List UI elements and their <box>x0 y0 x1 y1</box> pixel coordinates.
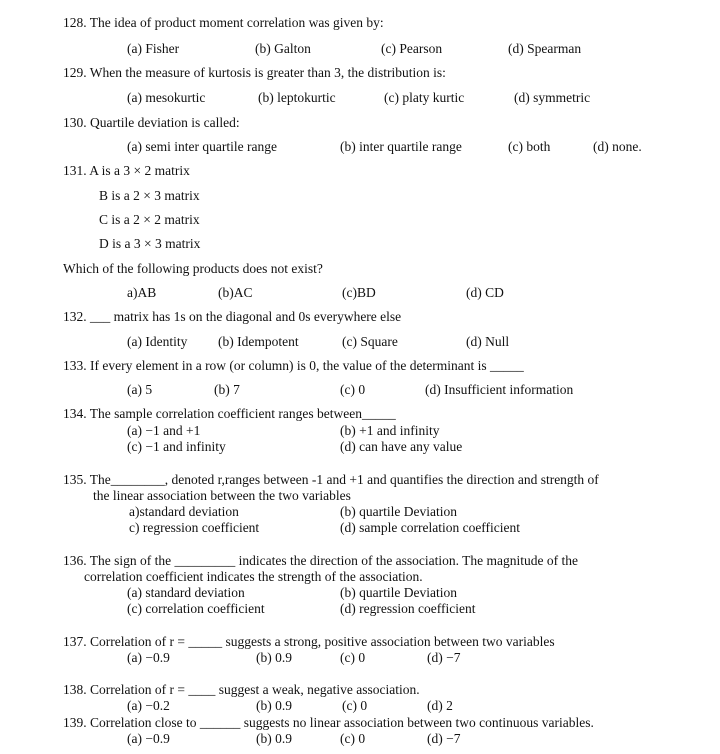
question-138: 138. Correlation of r = ____ suggest a weak, negative association. <box>63 682 420 697</box>
q131-option-d: (d) CD <box>466 285 504 300</box>
q131-option-c: (c)BD <box>342 285 376 300</box>
q133-option-a: (a) 5 <box>127 382 153 397</box>
q137-option-b: (b) 0.9 <box>256 650 292 665</box>
question-129: 129. When the measure of kurtosis is greater than 3, the distribution is: <box>63 65 446 80</box>
question-136: 136. The sign of the _________ indicates the direction of the association. The magnitude of the <box>63 553 579 568</box>
q132-option-a: (a) Identity <box>127 334 188 349</box>
q139-option-a: (a) −0.9 <box>127 731 170 746</box>
q128-option-d: (d) Spearman <box>508 41 582 56</box>
q129-option-b: (b) leptokurtic <box>258 90 336 105</box>
q129-option-a: (a) mesokurtic <box>127 90 206 105</box>
q130-option-a: (a) semi inter quartile range <box>127 139 277 154</box>
q136-option-c: (c) correlation coefficient <box>127 601 265 616</box>
q136-option-a: (a) standard deviation <box>127 585 245 600</box>
q138-option-c: (c) 0 <box>342 698 368 713</box>
question-133: 133. If every element in a row (or column) is 0, the value of the determinant is _____ <box>63 358 524 373</box>
q137-option-a: (a) −0.9 <box>127 650 170 665</box>
q136-option-d: (d) regression coefficient <box>340 601 476 616</box>
q131-line-b: B is a 2 × 3 matrix <box>99 188 200 203</box>
q135-option-c: c) regression coefficient <box>129 520 260 535</box>
q132-option-d: (d) Null <box>466 334 510 349</box>
q137-option-d: (d) −7 <box>427 650 461 665</box>
q129-option-c: (c) platy kurtic <box>384 90 465 105</box>
q133-option-d: (d) Insufficient information <box>425 382 574 397</box>
q134-option-b: (b) +1 and infinity <box>340 423 440 438</box>
question-136-continued: correlation coefficient indicates the strength of the association. <box>84 569 423 584</box>
q132-option-b: (b) Idempotent <box>218 334 299 349</box>
question-131: 131. A is a 3 × 2 matrix <box>63 163 190 178</box>
q128-option-c: (c) Pearson <box>381 41 443 56</box>
q135-option-a: a)standard deviation <box>129 504 239 519</box>
q135-option-b: (b) quartile Deviation <box>340 504 457 519</box>
q130-option-d: (d) none. <box>593 139 642 154</box>
q138-option-a: (a) −0.2 <box>127 698 170 713</box>
q131-option-b: (b)AC <box>218 285 253 300</box>
q136-option-b: (b) quartile Deviation <box>340 585 457 600</box>
question-135: 135. The________, denoted r,ranges between -1 and +1 and quantifies the direction and strength of <box>63 472 599 487</box>
q139-option-c: (c) 0 <box>340 731 366 746</box>
q128-option-b: (b) Galton <box>255 41 311 56</box>
q130-option-b: (b) inter quartile range <box>340 139 462 154</box>
question-128: 128. The idea of product moment correlation was given by: <box>63 15 384 30</box>
q131-prompt: Which of the following products does not exist? <box>63 261 323 276</box>
q134-option-c: (c) −1 and infinity <box>127 439 226 454</box>
q133-option-c: (c) 0 <box>340 382 366 397</box>
q133-option-b: (b) 7 <box>214 382 240 397</box>
q131-line-d: D is a 3 × 3 matrix <box>99 236 201 251</box>
question-139: 139. Correlation close to ______ suggests no linear association between two continuous variables. <box>63 715 594 730</box>
q131-line-c: C is a 2 × 2 matrix <box>99 212 200 227</box>
question-134: 134. The sample correlation coefficient ranges between_____ <box>63 406 396 421</box>
question-135-continued: the linear association between the two variables <box>93 488 351 503</box>
q139-option-d: (d) −7 <box>427 731 461 746</box>
q137-option-c: (c) 0 <box>340 650 366 665</box>
q132-option-c: (c) Square <box>342 334 398 349</box>
question-132: 132. ___ matrix has 1s on the diagonal and 0s everywhere else <box>63 309 402 324</box>
question-137: 137. Correlation of r = _____ suggests a strong, positive association between two variables <box>63 634 555 649</box>
q134-option-d: (d) can have any value <box>340 439 463 454</box>
q138-option-b: (b) 0.9 <box>256 698 292 713</box>
q138-option-d: (d) 2 <box>427 698 453 713</box>
q135-option-d: (d) sample correlation coefficient <box>340 520 521 535</box>
q139-option-b: (b) 0.9 <box>256 731 292 746</box>
q129-option-d: (d) symmetric <box>514 90 591 105</box>
q128-option-a: (a) Fisher <box>127 41 180 56</box>
q134-option-a: (a) −1 and +1 <box>127 423 201 438</box>
question-130: 130. Quartile deviation is called: <box>63 115 240 130</box>
q130-option-c: (c) both <box>508 139 551 154</box>
q131-option-a: a)AB <box>127 285 157 300</box>
